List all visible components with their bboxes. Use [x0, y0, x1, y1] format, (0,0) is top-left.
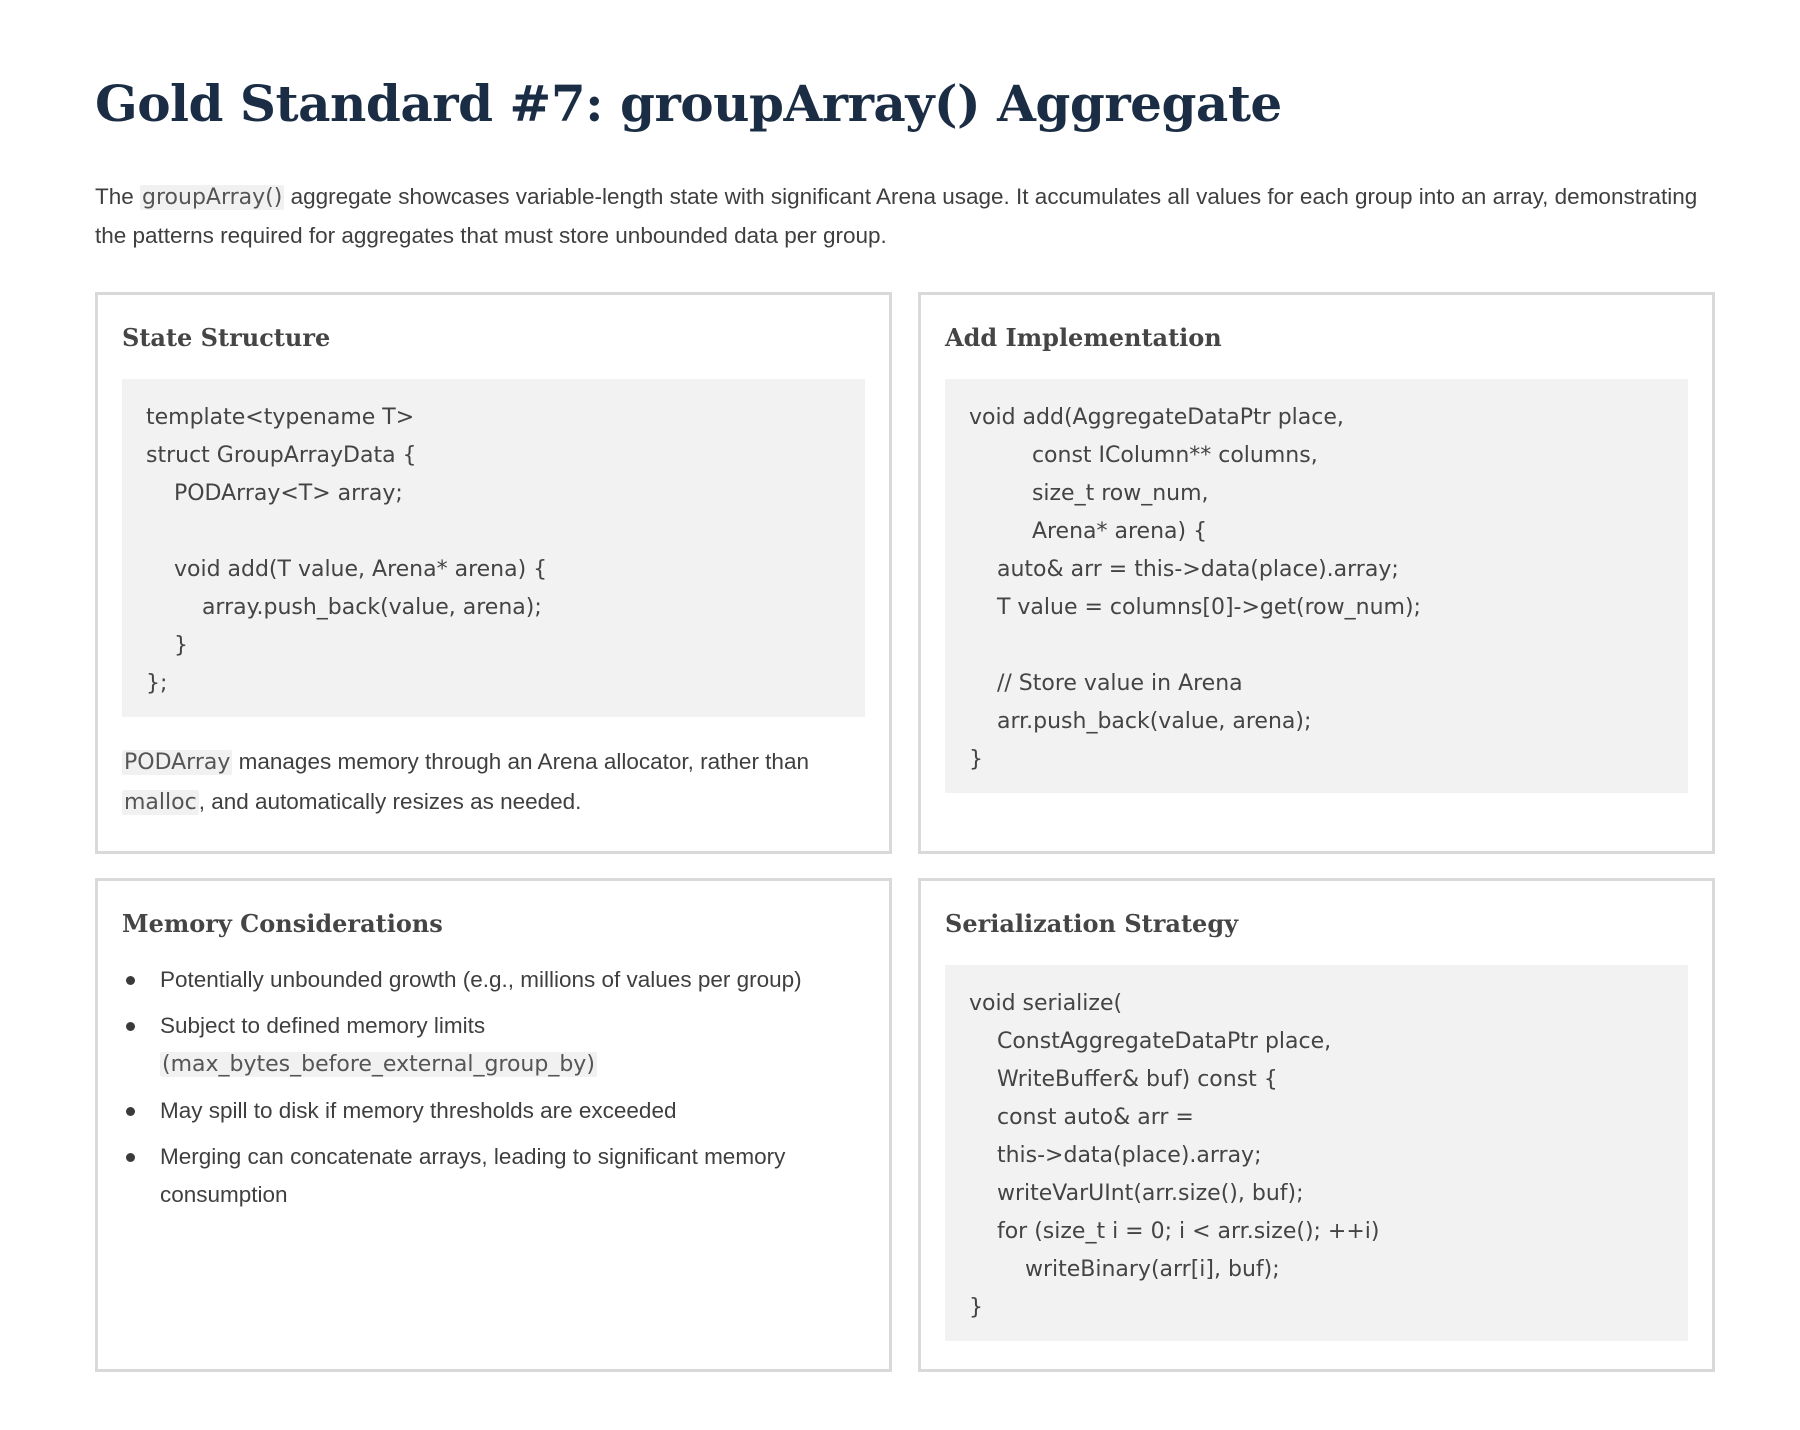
add-implementation-code: void add(AggregateDataPtr place, const IColumn** columns, size_t row_num, Arena* arena) { auto& arr = this->data(place).array; T value = columns[0]->get(row_num); // Store value in Arena arr.push_back(value, arena); } — [945, 379, 1688, 793]
list-item: Potentially unbounded growth (e.g., millions of values per group) — [122, 961, 865, 999]
bullet-text: Subject to defined memory limits — [160, 1013, 486, 1038]
memory-bullet-list — [122, 961, 865, 1214]
list-item: May spill to disk if memory thresholds are exceeded — [122, 1092, 865, 1130]
config-inline-code: (max_bytes_before_external_group_by) — [162, 1052, 595, 1077]
state-structure-note — [122, 743, 865, 822]
note-text-2: , and automatically resizes as needed. — [198, 788, 582, 814]
memory-considerations-card — [95, 878, 892, 1372]
add-implementation-card — [918, 292, 1715, 854]
card-grid — [95, 292, 1715, 1372]
state-structure-card — [95, 292, 892, 854]
intro-inline-code: groupArray() — [142, 185, 283, 210]
serialization-strategy-heading: Serialization Strategy — [945, 909, 1239, 938]
memory-considerations-heading: Memory Considerations — [122, 909, 443, 938]
list-item: Merging can concatenate arrays, leading to significant memory consumption — [122, 1138, 865, 1214]
serialization-strategy-card — [918, 878, 1715, 1372]
state-structure-code: template<typename T> struct GroupArrayData { PODArray<T> array; void add(T value, Arena* arena) { array.push_back(value, arena); } }; — [122, 379, 865, 717]
list-item — [122, 1007, 865, 1084]
state-structure-heading: State Structure — [122, 323, 331, 352]
document-page — [95, 68, 1715, 1320]
add-implementation-heading: Add Implementation — [945, 323, 1222, 352]
malloc-inline-code: malloc — [124, 789, 197, 815]
intro-suffix: aggregate showcases variable-length state with significant Arena usage. It accumulates all values for each group into an array, demonstrating the patterns required for aggregates that must store unbounded data per group. — [95, 184, 1698, 248]
intro-paragraph — [95, 178, 1715, 255]
podarray-inline-code: PODArray — [124, 750, 231, 775]
note-text-1: manages memory through an Arena allocator, rather than — [232, 749, 809, 774]
intro-prefix: The — [95, 184, 141, 209]
serialization-strategy-code: void serialize( ConstAggregateDataPtr place, WriteBuffer& buf) const { const auto& arr = this->data(place).array; writeVarUInt(arr.size(), buf); for (size_t i = 0; i < arr.size(); ++i) writeBinary(arr[i], buf); } — [945, 965, 1688, 1341]
page-title: Gold Standard #7: groupArray() Aggregate — [95, 74, 1282, 133]
